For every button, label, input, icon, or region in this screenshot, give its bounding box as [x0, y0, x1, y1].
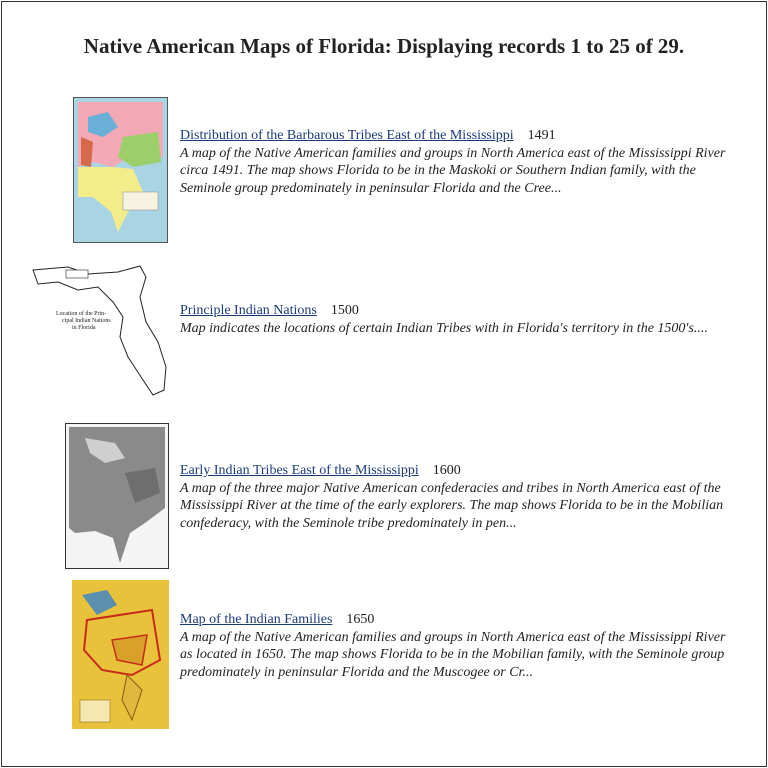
- record-description: A map of the Native American families and groups in North America east of the Mississippi River circa 1491. The map shows Florida to be in the Maskoki or Southern Indian family, with the Seminole group predominately in peninsular Florida and the Cree...: [180, 145, 726, 196]
- map-thumbnail-early-tribes[interactable]: [65, 423, 169, 569]
- record-description: Map indicates the locations of certain Indian Tribes with in Florida's territory in the 1500's....: [180, 320, 708, 336]
- thumb-caption: Location of the Prin-: [56, 311, 107, 317]
- record-description: A map of the three major Native American confederacies and tribes in North America east of the Mississippi River at the time of the early explorers. The map shows Florida to be in the Mobilian confederacy, with the Seminole tribe predominately in pen...: [180, 480, 724, 531]
- page-title: Native American Maps of Florida: Displaying records 1 to 25 of 29.: [83, 34, 685, 58]
- record-title-link[interactable]: Distribution of the Barbarous Tribes East of the Mississippi: [180, 128, 514, 143]
- record-title-link[interactable]: Early Indian Tribes East of the Mississippi: [180, 463, 419, 478]
- record-item: [180, 611, 740, 681]
- svg-text:cipal Indian Nations: cipal Indian Nations: [62, 318, 111, 324]
- record-year: 1600: [432, 463, 461, 478]
- record-title-link[interactable]: Map of the Indian Families: [180, 612, 333, 627]
- record-year: 1500: [330, 303, 359, 318]
- map-thumbnail-barbarous-tribes[interactable]: [73, 97, 168, 243]
- record-item: [180, 302, 740, 337]
- record-item: [180, 127, 740, 197]
- map-thumbnail-indian-families[interactable]: [72, 580, 169, 729]
- record-item: [180, 462, 740, 532]
- svg-text:in Florida: in Florida: [72, 325, 96, 331]
- map-thumbnail-principle-nations[interactable]: [28, 262, 171, 399]
- record-year: 1650: [346, 612, 375, 627]
- record-title-link[interactable]: Principle Indian Nations: [180, 303, 317, 318]
- record-description: A map of the Native American families and groups in North America east of the Mississippi River as located in 1650. The map shows Florida to be in the Mobilian family, with the Seminole group predominately in peninsular Florida and the Muscogee or Cr...: [180, 629, 726, 680]
- record-year: 1491: [527, 128, 556, 143]
